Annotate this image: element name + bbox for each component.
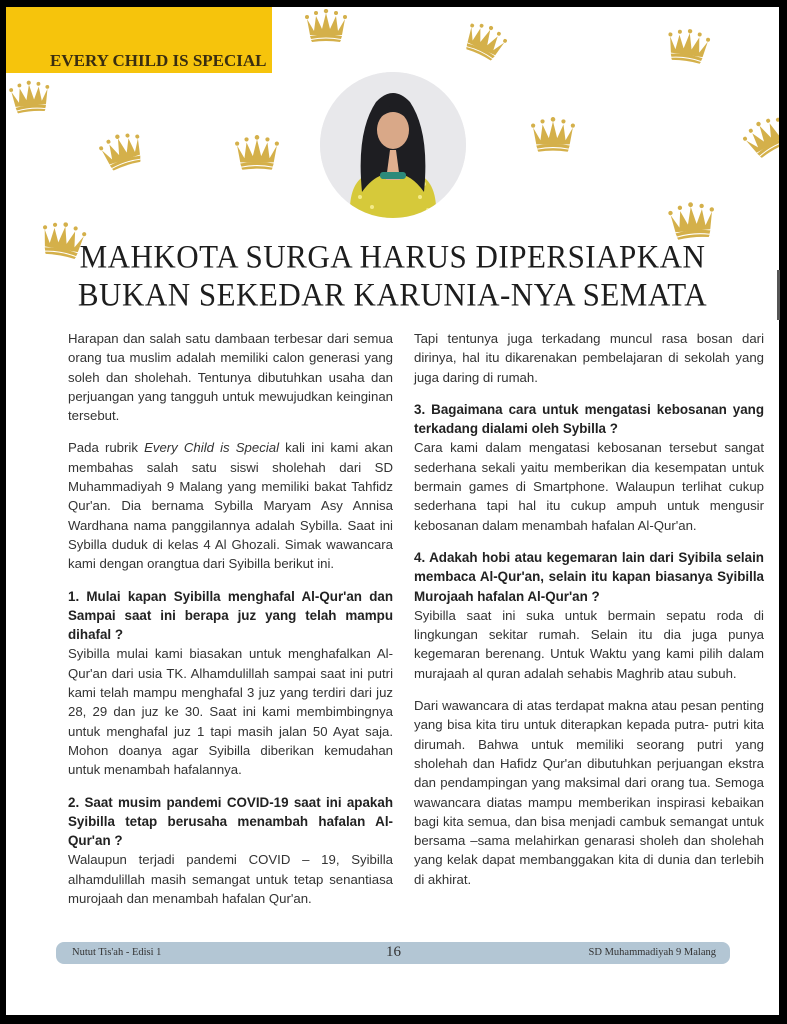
- question-1: 1. Mulai kapan Syibilla menghafal Al-Qur'an dan Sampai saat ini berapa juz yang telah mampu dihafal ?: [68, 588, 393, 643]
- crown-icon: [666, 200, 717, 242]
- magazine-page: [6, 7, 779, 1015]
- page-footer: [56, 942, 730, 964]
- left-column: [68, 329, 393, 921]
- answer-2: Walaupun terjadi pandemi COVID – 19, Syibilla alhamdulillah masih semangat untuk tetap senantiasa murojaah dan menambah hafalan Qur'an.: [68, 852, 393, 907]
- rubric-banner: [6, 7, 272, 73]
- crown-icon: [8, 77, 53, 117]
- title-line-2: BUKAN SEKEDAR KARUNIA-NYA SEMATA: [77, 276, 708, 313]
- footer-edition: Nutut Tis'ah - Edisi 1: [72, 947, 162, 958]
- crown-icon: [95, 126, 149, 176]
- rubric-paragraph: Pada rubrik Every Child is Special kali ini kami akan membahas salah satu siswi sholehah dari SD Muhammadiyah 9 Malang yang memiliki bakat Tahfidz Qur'an. Dia bernama Sybilla Maryam Asy Annisa Wardhana nama panggilannya adalah Sybilla. Saat ini Sybilla duduk di kelas 4 Al Ghozali. Simak wawancara kami dengan orangtua dari Syibilla berikut ini.: [68, 440, 394, 572]
- scrollbar-thumb[interactable]: [777, 270, 780, 320]
- intro-paragraph: Harapan dan salah satu dambaan terbesar dari semua orang tua muslim adalah memiliki calon generasi yang soleh dan sholehah. Tentunya dibutuhkan usaha dan perjuangan yang tangguh untuk mewujudkan keinginan tersebut.: [68, 331, 393, 424]
- crown-icon: [530, 117, 576, 153]
- closing-paragraph: Dari wawancara di atas terdapat makna atau pesan penting yang bisa kita tiru untuk diterapkan kepada putra- putri kita dirumah. Bahwa untuk memiliki seorang putri yang sholehah dan Hafidz Qur'an dibutuhkan perjuangan ekstra dan pendampingan yang maksimal dari orang tua. Semoga wawancara diatas mampu memberikan inspirasi kebaikan bagi kita semua, dan bisa menjadi cambuk semangat untuk bersama –sama melahirkan genarasi sholeh dan sholehah yang kelak dapat membanggakan kita di dunia dan terlebih di akhirat.: [414, 698, 764, 887]
- rubric-name: Every Child is Special: [144, 440, 280, 456]
- question-2: 2. Saat musim pandemi COVID-19 saat ini apakah Syibilla tetap berusaha menambah hafalan Al-Qur'an ?: [68, 794, 393, 849]
- right-column: [414, 329, 764, 902]
- crown-icon: [664, 26, 712, 66]
- title-line-1: MAHKOTA SURGA HARUS DIPERSIAPKAN: [79, 238, 706, 275]
- rubric-label: EVERY CHILD IS SPECIAL: [50, 51, 267, 70]
- question-3: 3. Bagaimana cara untuk mengatasi kebosanan yang terkadang dialami oleh Sybilla ?: [414, 401, 764, 437]
- crown-icon: [234, 135, 280, 171]
- question-4: 4. Adakah hobi atau kegemaran lain dari Syibila selain membaca Al-Qur'an, selain itu kapan biasanya Syibilla Murojaah hafalan Al-Qur'an ?: [414, 549, 764, 604]
- footer-school: SD Muhammadiyah 9 Malang: [588, 947, 716, 958]
- crown-icon: [458, 14, 513, 68]
- answer-2-continued: Tapi tentunya juga terkadang muncul rasa bosan dari dirinya, hal itu dikarenakan pembelajaran di sekolah yang juga daring di rumah.: [414, 331, 764, 385]
- crown-icon: [304, 9, 348, 43]
- answer-1: Syibilla mulai kami biasakan untuk menghafalkan Al-Qur'an dari usia TK. Alhamdulillah sampai saat ini putri kami telah mampu menghafal 3 juz yang terdiri dari juz 28, 29 dan juz ke 30. Saat ini kami membimbingnya untuk menghafal juz 1 tapi masih jalan 50 Ayat saja. Mohon doanya agar Syibilla diberikan kemudahan untuk menambah hafalannya.: [68, 646, 393, 778]
- answer-4: Syibilla saat ini suka untuk bermain sepatu roda di lingkungan sekitar rumah. Selain itu dia juga punya kegemaran berenang. Untuk Waktu yang kami pilih dalam murajaah al quran adalah sehabis Maghrib atau subuh.: [414, 607, 764, 681]
- article-title: [6, 238, 779, 314]
- answer-3: Cara kami dalam mengatasi kebosanan tersebut sangat sederhana sekali yaitu memberikan dia kesempatan untuk bermain games di Smartphone. Walaupun terlihat cukup sederhana tapi hal itu cukup ampuh untuk mengusir kebosanan dalam menambah hafalan Al-Qur'an.: [414, 440, 764, 533]
- crown-icon: [737, 109, 779, 166]
- page-number: 16: [386, 944, 401, 960]
- student-portrait: [320, 72, 466, 218]
